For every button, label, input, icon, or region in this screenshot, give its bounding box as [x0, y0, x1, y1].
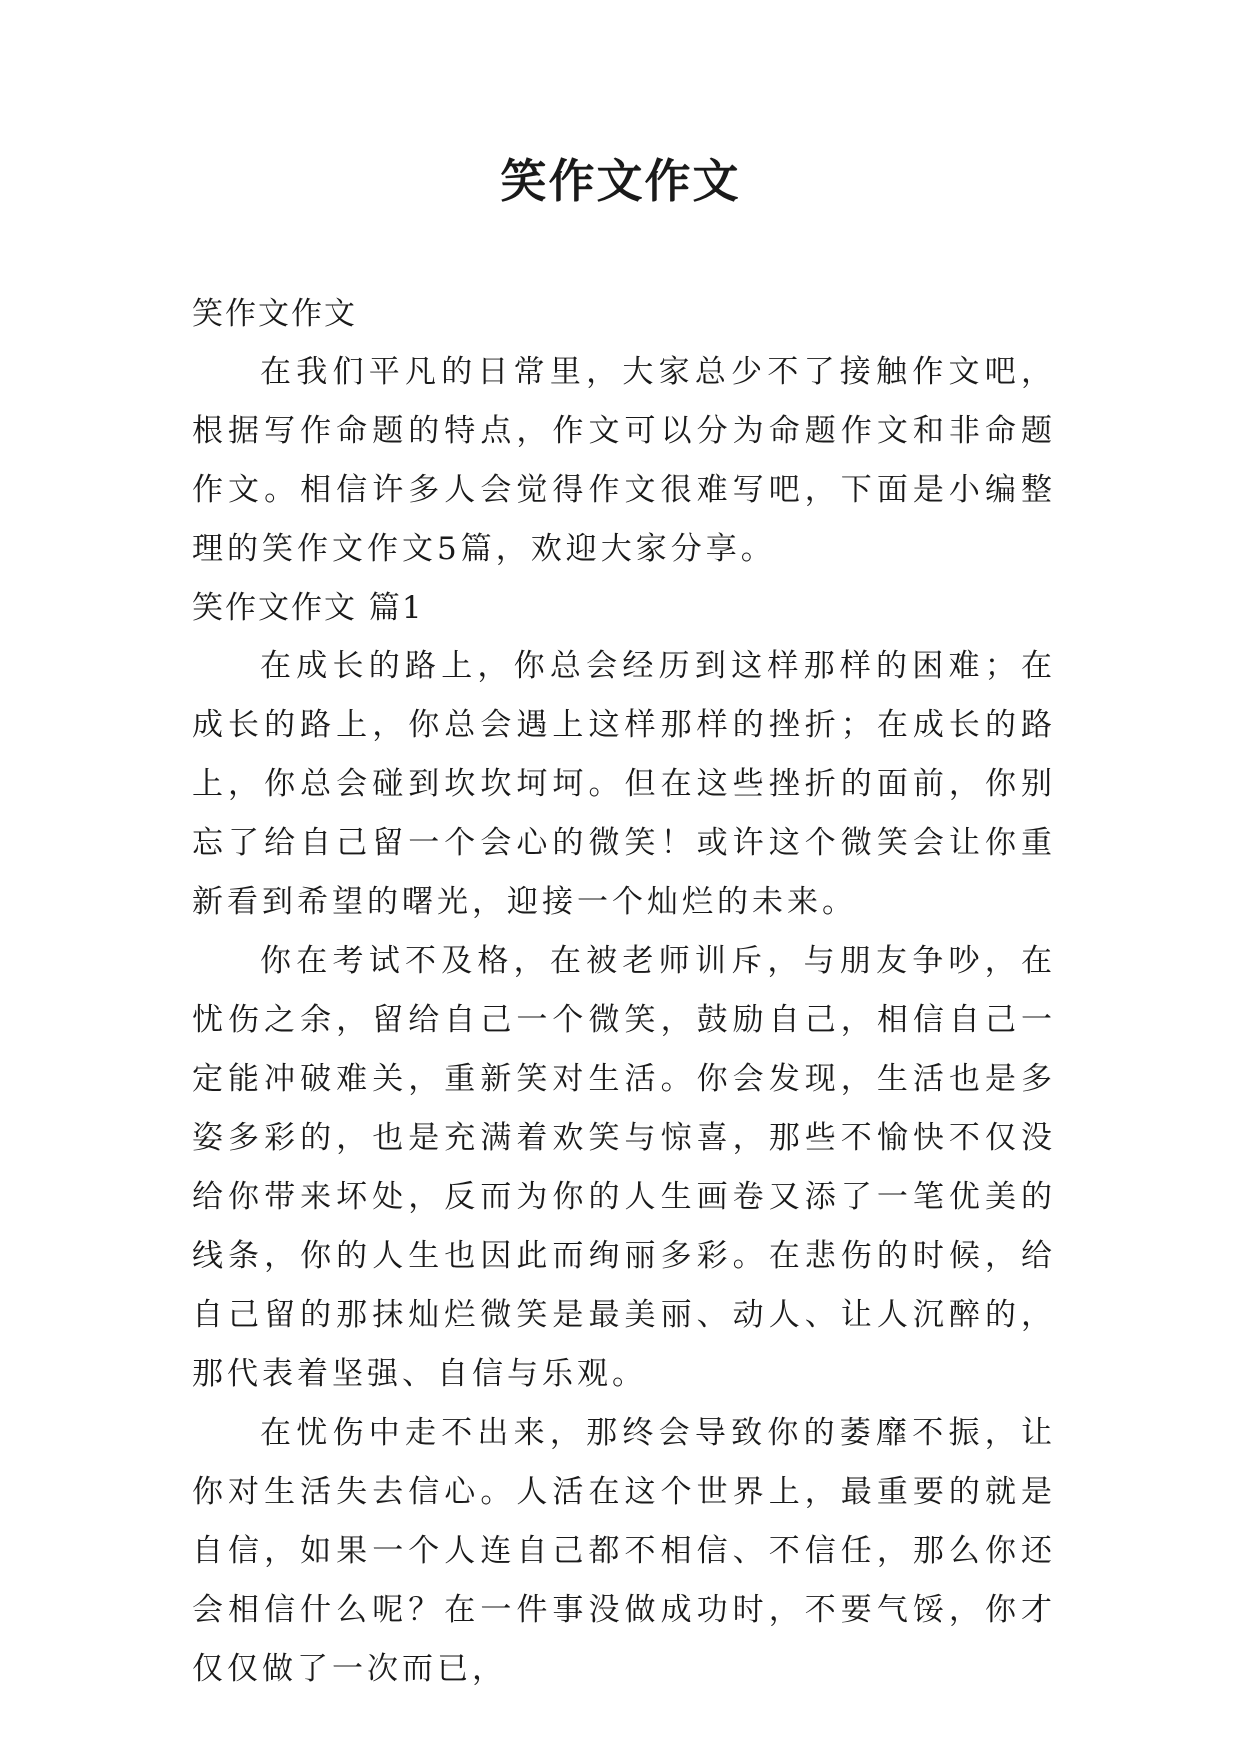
- document-title: 笑作文作文: [500, 154, 741, 208]
- body-paragraph-2: 你在考试不及格，在被老师训斥，与朋友争吵，在忧伤之余，留给自己一个微笑，鼓励自己，相信自己一定能冲破难关，重新笑对生活。你会发现，生活也是多姿多彩的，也是充满着欢笑与惊喜，那些不愉快不仅没给你带来坏处，反而为你的人生画卷又添了一笔优美的线条，你的人生也因此而绚丽多彩。在悲伤的时候，给自己留的那抹灿烂微笑是最美丽、动人、让人沉醉的，那代表着坚强、自信与乐观。: [192, 943, 1056, 1392]
- body-paragraph-1: 在成长的路上，你总会经历到这样那样的困难；在成长的路上，你总会遇上这样那样的挫折；在成长的路上，你总会碰到坎坎坷坷。但在这些挫折的面前，你别忘了给自己留一个会心的微笑！或许这个微笑会让你重新看到希望的曙光，迎接一个灿烂的未来。: [192, 648, 1056, 920]
- document-subtitle: 笑作文作文: [192, 296, 357, 332]
- document-body: [192, 285, 1056, 1699]
- body-paragraph-3: 在忧伤中走不出来，那终会导致你的萎靡不振，让你对生活失去信心。人活在这个世界上，最重要的就是自信，如果一个人连自己都不相信、不信任，那么你还会相信什么呢？在一件事没做成功时，不要气馁，你才仅仅做了一次而已，: [192, 1415, 1056, 1687]
- intro-paragraph: 在我们平凡的日常里，大家总少不了接触作文吧，根据写作命题的特点，作文可以分为命题作文和非命题作文。相信许多人会觉得作文很难写吧，下面是小编整理的笑作文作文5篇，欢迎大家分享。: [192, 354, 1056, 567]
- section-heading: 笑作文作文 篇1: [192, 590, 424, 626]
